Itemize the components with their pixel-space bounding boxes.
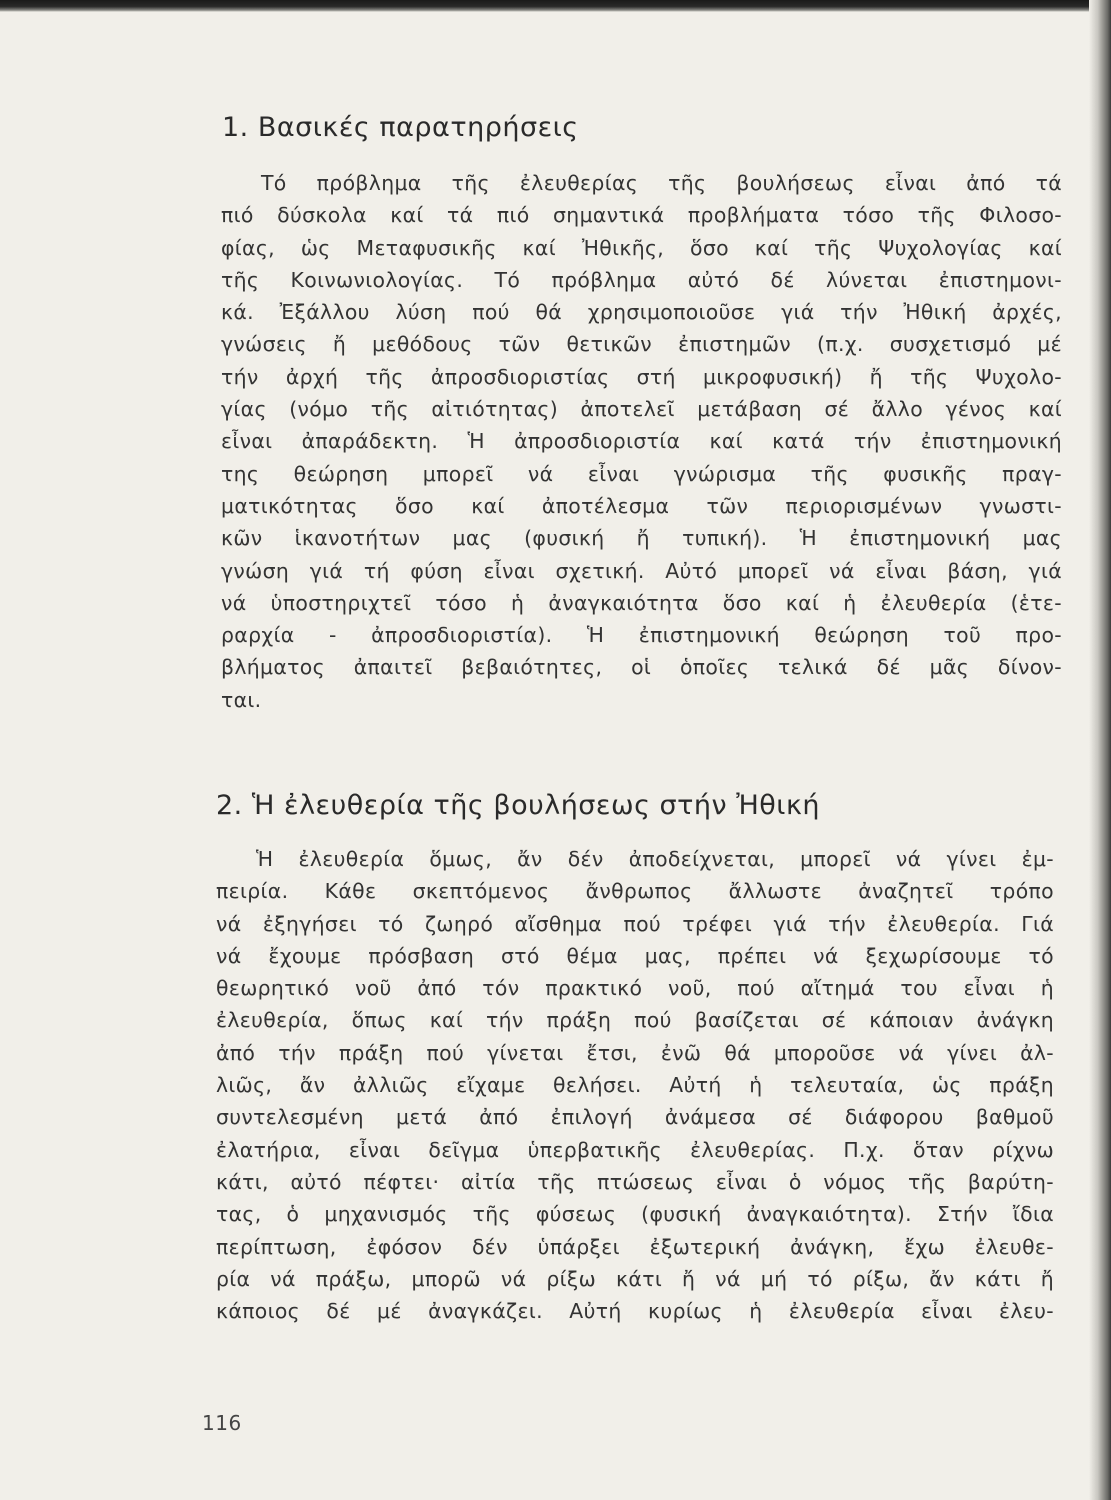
text-line: γνώσεις ἤ μεθόδους τῶν θετικῶν ἐπιστημῶν (π.χ. συσχετισμό μέ xyxy=(221,332,1062,357)
section-1-paragraph xyxy=(221,167,1062,716)
text-line: νά ἔχουμε πρόσβαση στό θέμα μας, πρέπει νά ξεχωρίσουμε τό xyxy=(216,943,1054,968)
text-line: Ἡ ἐλευθερία ὅμως, ἄν δέν ἀποδείχνεται, μπορεῖ νά γίνει ἐμ- xyxy=(256,847,1054,871)
text-line: κῶν ἱκανοτήτων μας (φυσική ἤ τυπική). Ἡ ἐπιστημονική μας xyxy=(221,526,1062,551)
section-1-heading: 1. Βασικές παρατηρήσεις xyxy=(222,112,579,143)
text-line: βλήματος ἀπαιτεῖ βεβαιότητες, οἱ ὁποῖες τελικά δέ μᾶς δίνον- xyxy=(221,655,1062,680)
text-line: φίας, ὡς Μεταφυσικῆς καί Ἠθικῆς, ὅσο καί τῆς Ψυχολογίας καί xyxy=(221,235,1062,260)
text-line: νά ὑποστηριχτεῖ τόσο ἡ ἀναγκαιότητα ὅσο καί ἡ ἐλευθερία (ἑτε- xyxy=(221,590,1062,615)
text-line: πιό δύσκολα καί τά πιό σημαντικά προβλήματα τόσο τῆς Φιλοσο- xyxy=(221,203,1062,228)
text-line: ἐλευθερία, ὅπως καί τήν πράξη πού βασίζεται σέ κάποιαν ἀνάγκη xyxy=(216,1008,1054,1033)
text-line: εἶναι ἀπαράδεκτη. Ἡ ἀπροσδιοριστία καί κατά τήν ἐπιστημονική xyxy=(221,429,1062,454)
text-line: κάποιος δέ μέ ἀναγκάζει. Αὐτή κυρίως ἡ ἐλευθερία εἶναι ἐλευ- xyxy=(216,1299,1054,1324)
section-2-heading: 2. Ἡ ἐλευθερία τῆς βουλήσεως στήν Ἠθική xyxy=(216,790,820,821)
text-line: ἐλατήρια, εἶναι δεῖγμα ὑπερβατικῆς ἐλευθερίας. Π.χ. ὅταν ρίχνω xyxy=(216,1137,1054,1162)
page-gutter-shadow xyxy=(1089,0,1111,1500)
text-line: της θεώρηση μπορεῖ νά εἶναι γνώρισμα τῆς φυσικῆς πραγ- xyxy=(221,461,1062,486)
text-line: ται. xyxy=(221,687,262,712)
text-line: τῆς Κοινωνιολογίας. Τό πρόβλημα αὐτό δέ λύνεται ἐπιστημονι- xyxy=(221,267,1062,292)
text-line: κά. Ἐξάλλου λύση πού θά χρησιμοποιοῦσε γιά τήν Ἠθική ἀρχές, xyxy=(221,300,1062,325)
text-line: θεωρητικό νοῦ ἀπό τόν πρακτικό νοῦ, πού αἴτημά του εἶναι ἡ xyxy=(216,976,1054,1001)
text-line: ρία νά πράξω, μπορῶ νά ρίξω κάτι ἤ νά μή τό ρίξω, ἄν κάτι ἤ xyxy=(216,1266,1054,1291)
text-line: πειρία. Κάθε σκεπτόμενος ἄνθρωπος ἄλλωστε ἀναζητεῖ τρόπο xyxy=(216,879,1054,904)
text-line: τήν ἀρχή τῆς ἀπροσδιοριστίας στή μικροφυσική) ἤ τῆς Ψυχολο- xyxy=(221,364,1062,389)
text-line: γίας (νόμο τῆς αἰτιότητας) ἀποτελεῖ μετάβαση σέ ἄλλο γένος καί xyxy=(221,397,1062,422)
page-top-edge xyxy=(0,0,1111,12)
text-line: ραρχία - ἀπροσδιοριστία). Ἡ ἐπιστημονική θεώρηση τοῦ προ- xyxy=(221,623,1062,648)
text-line: Τό πρόβλημα τῆς ἐλευθερίας τῆς βουλήσεως εἶναι ἀπό τά xyxy=(261,171,1062,195)
text-line: ματικότητας ὅσο καί ἀποτέλεσμα τῶν περιορισμένων γνωστι- xyxy=(221,493,1062,518)
page-number: 116 xyxy=(202,1411,242,1435)
text-line: γνώση γιά τή φύση εἶναι σχετική. Αὐτό μπορεῖ νά εἶναι βάση, γιά xyxy=(221,558,1062,583)
text-line: ἀπό τήν πράξη πού γίνεται ἔτσι, ἐνῶ θά μποροῦσε νά γίνει ἀλ- xyxy=(216,1040,1054,1065)
text-line: συντελεσμένη μετά ἀπό ἐπιλογή ἀνάμεσα σέ διάφορου βαθμοῦ xyxy=(216,1105,1054,1130)
text-line: τας, ὁ μηχανισμός τῆς φύσεως (φυσική ἀναγκαιότητα). Στήν ἴδια xyxy=(216,1202,1054,1227)
text-line: κάτι, αὐτό πέφτει· αἰτία τῆς πτώσεως εἶναι ὁ νόμος τῆς βαρύτη- xyxy=(216,1169,1054,1194)
text-line: νά ἐξηγήσει τό ζωηρό αἴσθημα πού τρέφει γιά τήν ἐλευθερία. Γιά xyxy=(216,911,1054,936)
text-line: περίπτωση, ἐφόσον δέν ὑπάρξει ἐξωτερική ἀνάγκη, ἔχω ἐλευθε- xyxy=(216,1234,1054,1259)
text-line: λιῶς, ἄν ἀλλιῶς εἴχαμε θελήσει. Αὐτή ἡ τελευταία, ὡς πράξη xyxy=(216,1073,1054,1098)
section-2-paragraph xyxy=(216,843,1054,1327)
